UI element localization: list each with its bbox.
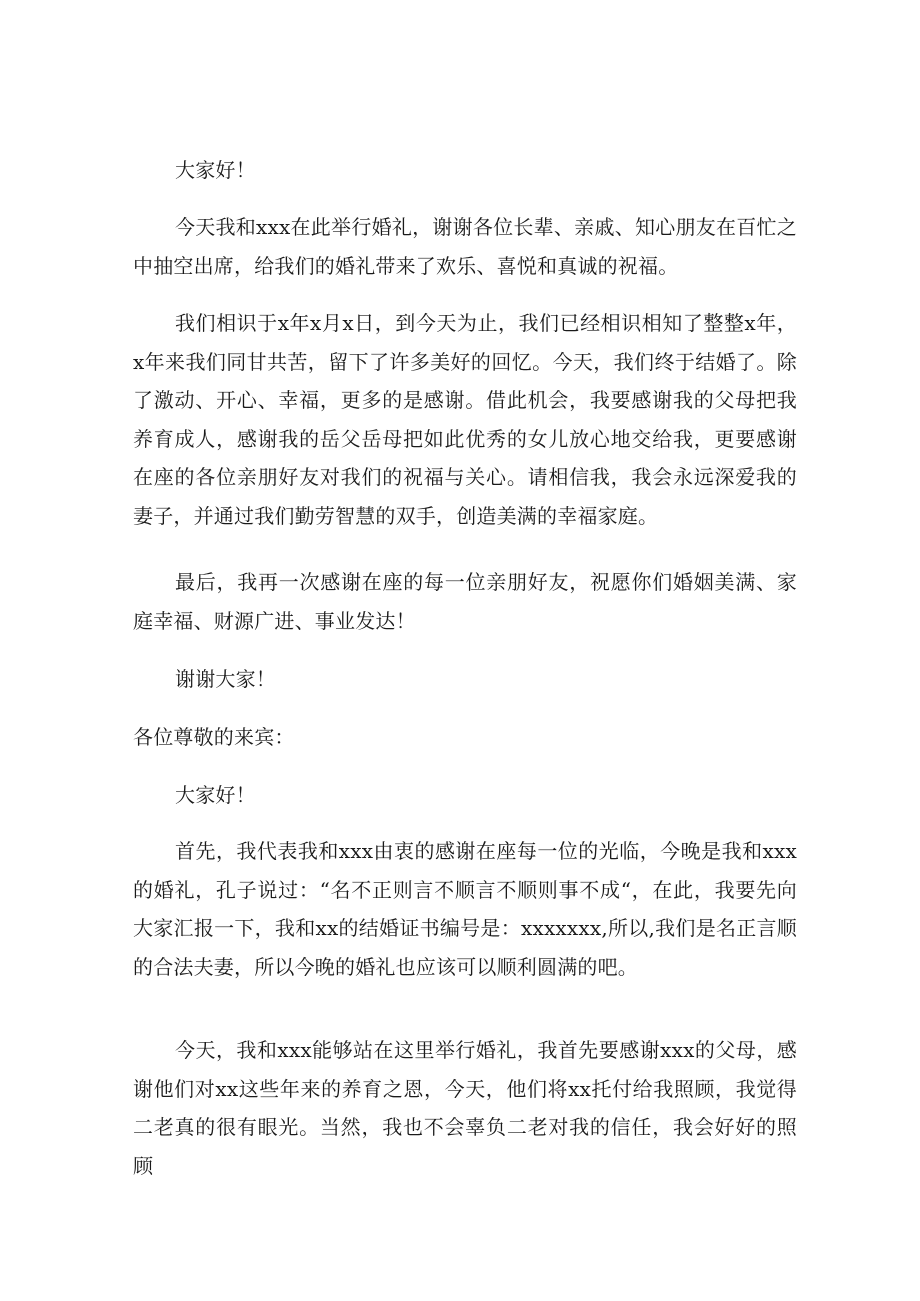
parents-thanks-paragraph: 今天，我和xxx能够站在这里举行婚礼，我首先要感谢xxx的父母，感谢他们对xx这些年来的养育之恩，今天，他们将xx托付给我照顾，我觉得二老真的很有眼光。当然，我也不会辜负二老对我的信任，我会好好的照顾	[133, 1038, 797, 1178]
second-greeting-paragraph: 大家好！	[175, 783, 256, 807]
second-speech-salutation: 各位尊敬的来宾：	[133, 725, 295, 749]
certificate-paragraph: 首先，我代表我和xxx由衷的感谢在座每一位的光临，今晚是我和xxx的婚礼，孔子说过：“名不正则言不顺言不顺则事不成“，在此，我要先向大家汇报一下，我和xx的结婚证书编号是：xxxxxxx,所以,我们是名正言顺的合法夫妻，所以今晚的婚礼也应该可以顺利圆满的吧。	[133, 839, 797, 979]
closing-wishes-paragraph: 最后，我再一次感谢在座的每一位亲朋好友，祝愿你们婚姻美满、家庭幸福、财源广进、事业发达！	[133, 570, 797, 633]
story-paragraph: 我们相识于x年x月x日，到今天为止，我们已经相识相知了整整x年，x年来我们同甘共苦，留下了许多美好的回忆。今天，我们终于结婚了。除了激动、开心、幸福，更多的是感谢。借此机会，我要感谢我的父母把我养育成人，感谢我的岳父岳母把如此优秀的女儿放心地交给我，更要感谢在座的各位亲朋好友对我们的祝福与关心。请相信我，我会永远深爱我的妻子，并通过我们勤劳智慧的双手，创造美满的幸福家庭。	[133, 311, 797, 528]
greeting-paragraph: 大家好！	[175, 158, 256, 182]
thank-you-paragraph: 谢谢大家！	[175, 667, 276, 691]
opening-thanks-paragraph: 今天我和xxx在此举行婚礼，谢谢各位长辈、亲戚、知心朋友在百忙之中抽空出席，给我们的婚礼带来了欢乐、喜悦和真诚的祝福。	[133, 215, 797, 278]
